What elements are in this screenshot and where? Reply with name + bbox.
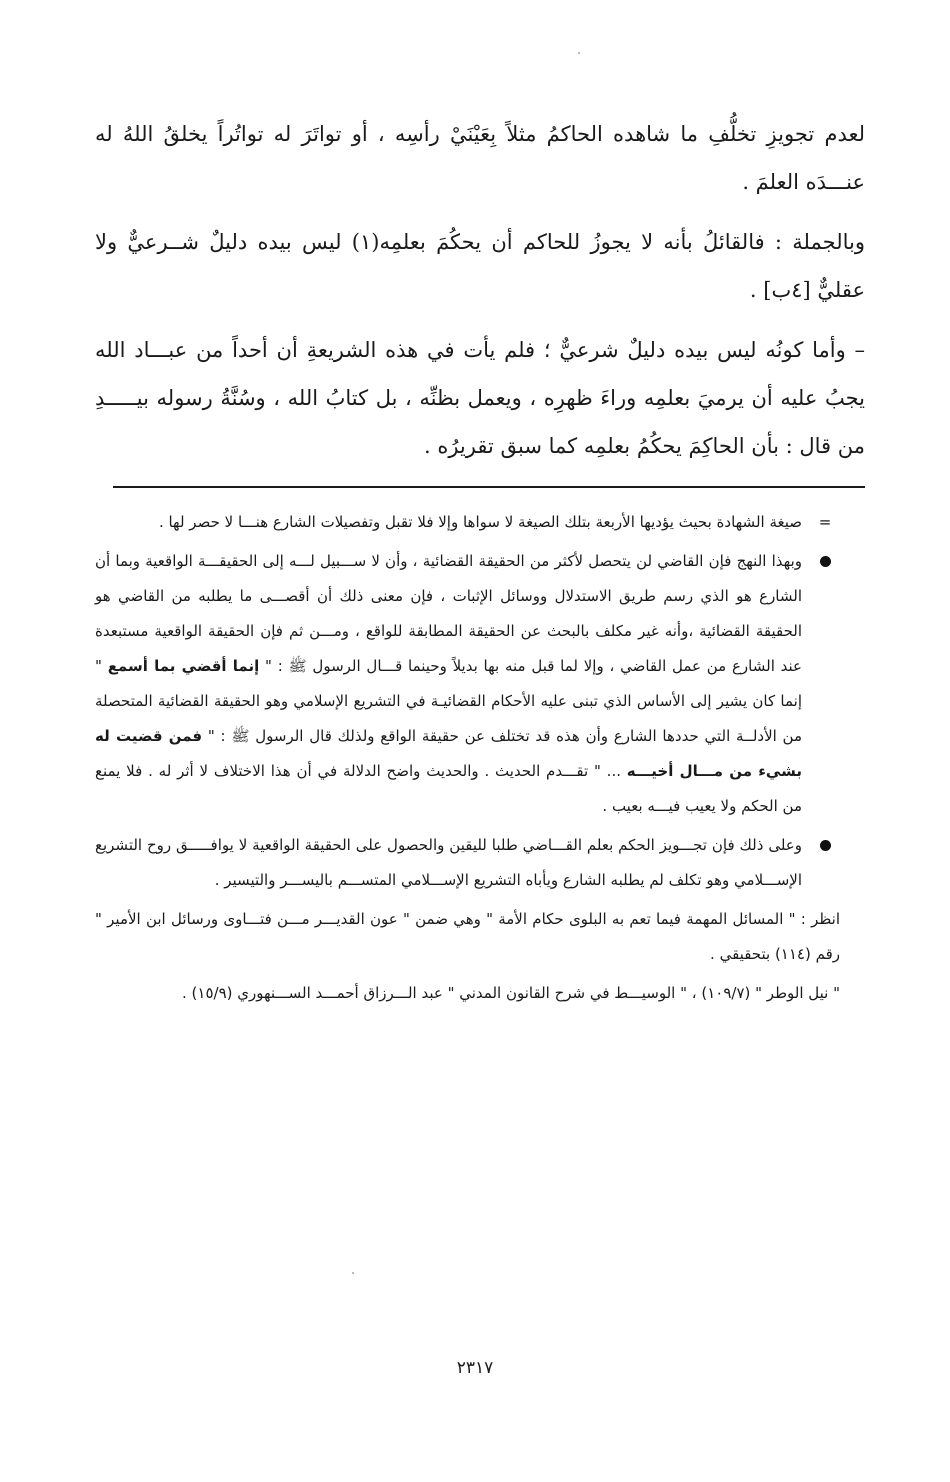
scan-speck — [578, 52, 580, 54]
main-paragraph-1: لعدم تجويزِ تخلُّفِ ما شاهده الحاكمُ مثلاً بِعَيْنَيْ رأسِه ، أو تواتَرَ له تواتُراً يخلقُ اللهُ له عنـــدَه العلمَ . — [95, 122, 865, 194]
hadith-quote-1: إنما أقضي بما أسمع — [107, 657, 260, 675]
bullet-1-text-part-3: ... " تقـــدم الحديث . والحديث واضح الدلالة في أن هذا الاختلاف لا أثر له . فلا يمنع من الحكم ولا يعيب فيـــه بعيب . — [95, 762, 802, 815]
main-text — [95, 110, 865, 482]
bullet-1-text-part-1: وبهذا النهج فإن القاضي لن يتحصل لأكثر من الحقيقة القضائية ، وأن لا ســـبيل لـــه إلى الحقيقـــة الواقعية وبما أن الشارع هو الذي رسم طريق الاستدلال ووسائل الإثبات ، فإن معنى ذلك أن أقصـــى ما يطلبه من القاضي هو الحقيقة القضائية ،وأنه غير مكلف بالبحث عن الحقيقة المطابقة للواقع ، ومـــن ثم فإن الحقيقة الواقعية مستبعدة عند الشارع من عمل القاضي ، وإلا لما قبل منه بها بديلاً وحينما قـــال الرسول ﷺ : " — [95, 552, 802, 675]
bullet-icon — [810, 544, 840, 579]
footnote-continuation — [95, 505, 840, 540]
bullet-1-text-part-2: " إنما كان يشير إلى الأساس الذي تبنى عليه الأحكام القضائيـة في التشريع الإسلامي وهو الحقيقة القضائية المتحصلة من الأدلــة التي حددها الشارع وأن هذه قد تختلف عن حقيقة الواقع ولذلك قال الرسول ﷺ : " — [95, 657, 803, 745]
continuation-marker: = — [818, 513, 832, 531]
bullet-2-text: وعلى ذلك فإن تجـــويز الحكم بعلم القـــاضي طلبا لليقين والحصول على الحقيقة الواقعية لا يوافـــــق روح التشريع الإســـلامي وهو تكلف لم يطلبه الشارع ويأباه التشريع الإســـلامي المتســـم باليســـر والتيسير . — [95, 836, 802, 889]
page-number: ٢٣١٧ — [456, 1358, 494, 1378]
bullet-icon — [810, 828, 840, 863]
main-paragraph-3: – وأما كونُه ليس بيده دليلٌ شرعيٌّ ؛ فلم يأت في هذه الشريعةِ أن أحداً من عبـــاد الله يجبُ عليه أن يرميَ بعلمِه وراءَ ظهرِه ، ويعمل بظنِّه ، بل كتابُ الله ، وسُنَّةُ رسوله بيـــــدِ من قال : بأن الحاكِمَ يحكُمُ بعلمِه كما سبق تقريرُه . — [95, 338, 865, 458]
footnote-bullet-2 — [95, 828, 840, 898]
footnotes — [95, 505, 840, 1015]
main-paragraph-2: وبالجملة : فالقائلُ بأنه لا يجوزُ للحاكم أن يحكُمَ بعلمِه(١) ليس بيده دليلٌ شــرعيٌّ ولا عقليٌّ [٤ب] . — [95, 230, 865, 302]
footnote-reference-2: " نيل الوطر " (١٠٩/٧) ، " الوسيـــط في شرح القانون المدني " عبد الـــرزاق أحمـــد الســـنهوري (١٥/٩) . — [182, 984, 840, 1002]
footnote-bullet-1 — [95, 544, 840, 824]
hadith-quote-2: فمن قضيت له بشيء من مـــال أخيـــه — [95, 727, 802, 780]
scan-speck — [352, 1272, 354, 1274]
footnote-reference-1: انظر : " المسائل المهمة فيما تعم به البلوى حكام الأمة " وهي ضمن " عون القديـــر مـــن فتـــاوى ورسائل ابن الأمير " رقم (١١٤) بتحقيقي . — [95, 910, 840, 963]
footnote-divider — [113, 486, 865, 488]
continuation-text: صيغة الشهادة بحيث يؤديها الأربعة بتلك الصيغة لا سواها وإلا فلا تقبل وتفصيلات الشارع هنـــا لا حصر لها . — [158, 513, 802, 531]
